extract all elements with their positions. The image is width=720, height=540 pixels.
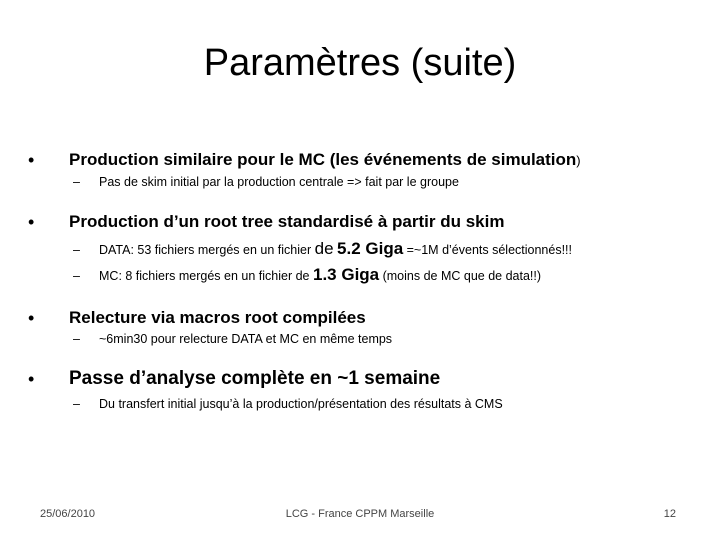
data-size: 5.2 Giga [337,239,404,258]
sub-item-mc [73,265,541,285]
sub-item [73,332,392,346]
bullet-dot: • [28,150,35,170]
bullet-dot: • [28,369,35,389]
sub-text-post: (moins de MC que de data!!) [379,269,542,283]
bullet-text-end: ) [576,153,581,168]
sub-text: Du transfert initial jusqu’à la production/présentation des résultats à CMS [99,397,503,411]
sub-item [73,397,503,411]
sub-text-post: =~1M d’évents sélectionnés!!! [403,243,573,257]
bullet-text: Relecture via macros root compilées [69,308,366,327]
footer-center: LCG - France CPPM Marseille [285,508,435,520]
sub-text-pre: DATA: 53 fichiers mergés en un fichier [99,243,315,257]
sub-item [73,175,459,189]
sub-text-pre: MC: 8 fichiers mergés en un fichier de [99,269,313,283]
footer-date: 25/06/2010 [40,508,96,520]
dash: – [73,397,80,411]
dash: – [73,332,80,346]
dash: – [73,269,80,283]
sub-text: ~6min30 pour relecture DATA et MC en même temps [99,332,393,346]
mc-size: 1.3 Giga [312,265,380,284]
bullet-text: Production d’un root tree standardisé à partir du skim [69,212,505,231]
bullet-dot: • [28,212,35,232]
dash: – [73,175,80,189]
page-number: 12 [663,508,676,520]
slide-title: Paramètres (suite) [203,42,517,84]
sub-text-de: de [314,239,334,258]
sub-text: Pas de skim initial par la production centrale => fait par le groupe [99,175,459,189]
bullet-dot: • [28,308,35,328]
bullet-text: Passe d’analyse complète en ~1 semaine [69,368,441,389]
bullet-text: Production similaire pour le MC (les événements de simulation [69,150,577,169]
dash: – [73,243,80,257]
sub-item-data [73,239,572,259]
